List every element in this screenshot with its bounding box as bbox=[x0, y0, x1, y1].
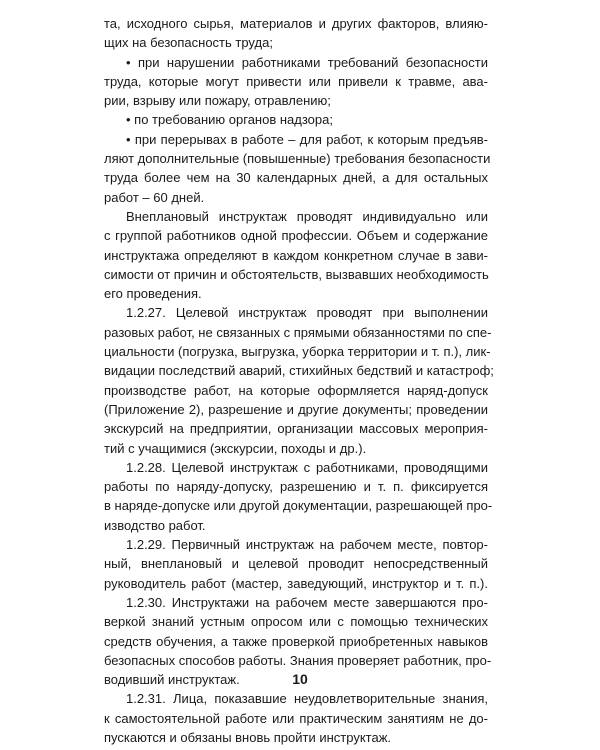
text-line: ляют дополнительные (повышенные) требования безопасности bbox=[104, 151, 491, 167]
text-line: видации последствий аварий, стихийных бедствий и катастроф; bbox=[104, 363, 494, 379]
text-line: ный, внеплановый и целевой проводит непосредственный bbox=[104, 556, 488, 572]
text-line: работы по наряду-допуску, разрешению и т. п. фиксируется bbox=[104, 479, 488, 495]
text-line: с группой работников одной профессии. Объем и содержание bbox=[104, 228, 488, 244]
text-line: пускаются и обязаны вновь пройти инструктаж. bbox=[104, 729, 392, 745]
text-line: труда более чем на 30 календарных дней, а для остальных bbox=[104, 170, 488, 186]
text-line: 1.2.30. Инструктажи на рабочем месте завершаются про- bbox=[126, 594, 488, 610]
text-line: безопасных способов работы. Знания проверяет работник, про- bbox=[104, 652, 492, 668]
text-line: та, исходного сырья, материалов и других факторов, влияю- bbox=[104, 16, 488, 31]
text-line: разовых работ, не связанных с прямыми обязанностями по спе- bbox=[104, 324, 492, 340]
text-line: его проведения. bbox=[104, 286, 202, 302]
text-line: в наряде-допуске или другой документации, разрешающей про- bbox=[104, 498, 493, 514]
text-line: рии, взрыву или пожару, отравлению; bbox=[104, 93, 331, 109]
page-number: 10 bbox=[292, 671, 308, 687]
text-line: • при перерывах в работе – для работ, к которым предъяв- bbox=[126, 131, 488, 147]
text-line: экскурсий на предприятии, организации массовых мероприя- bbox=[104, 421, 488, 437]
text-line: инструктажа определяют в каждом конкретном случае в зави- bbox=[104, 247, 488, 263]
text-line: • при нарушении работниками требований безопасности bbox=[126, 54, 488, 70]
text-line: 1.2.29. Первичный инструктаж на рабочем месте, повтор- bbox=[126, 537, 488, 553]
text-line: тий с учащимися (экскурсии, походы и др.). bbox=[104, 440, 367, 456]
text-line: 1.2.27. Целевой инструктаж проводят при выполнении bbox=[126, 305, 488, 321]
text-line: водивший инструктаж. bbox=[104, 672, 240, 688]
text-line: симости от причин и обстоятельств, вызвавших необходимость bbox=[104, 266, 489, 282]
text-line: руководитель работ (мастер, заведующий, инструктор и т. п.). bbox=[104, 575, 488, 591]
text-line: (Приложение 2), разрешение и другие документы; проведении bbox=[104, 401, 488, 417]
text-line: работ – 60 дней. bbox=[104, 189, 205, 205]
text-line: 1.2.28. Целевой инструктаж с работниками, проводящими bbox=[126, 459, 488, 475]
text-line: средств обучения, а также проверкой приобретенных навыков bbox=[104, 633, 488, 649]
text-line: изводство работ. bbox=[104, 517, 206, 533]
text-line: • по требованию органов надзора; bbox=[126, 112, 333, 128]
text-line: производстве работ, на которые оформляется наряд-допуск bbox=[104, 382, 488, 398]
text-line: щих на безопасность труда; bbox=[104, 35, 273, 51]
text-line: циальности (погрузка, выгрузка, уборка территории и т. п.), лик- bbox=[104, 344, 491, 360]
text-line: труда, которые могут привести или привели к травме, ава- bbox=[104, 73, 488, 89]
text-line: 1.2.31. Лица, показавшие неудовлетворительные знания, bbox=[126, 691, 488, 707]
text-line: к самостоятельной работе или практическим занятиям не до- bbox=[104, 710, 488, 726]
body-text bbox=[104, 14, 494, 747]
text-line: Внеплановый инструктаж проводят индивидуально или bbox=[126, 208, 488, 224]
text-line: веркой знаний устным опросом или с помощью технических bbox=[104, 614, 488, 630]
